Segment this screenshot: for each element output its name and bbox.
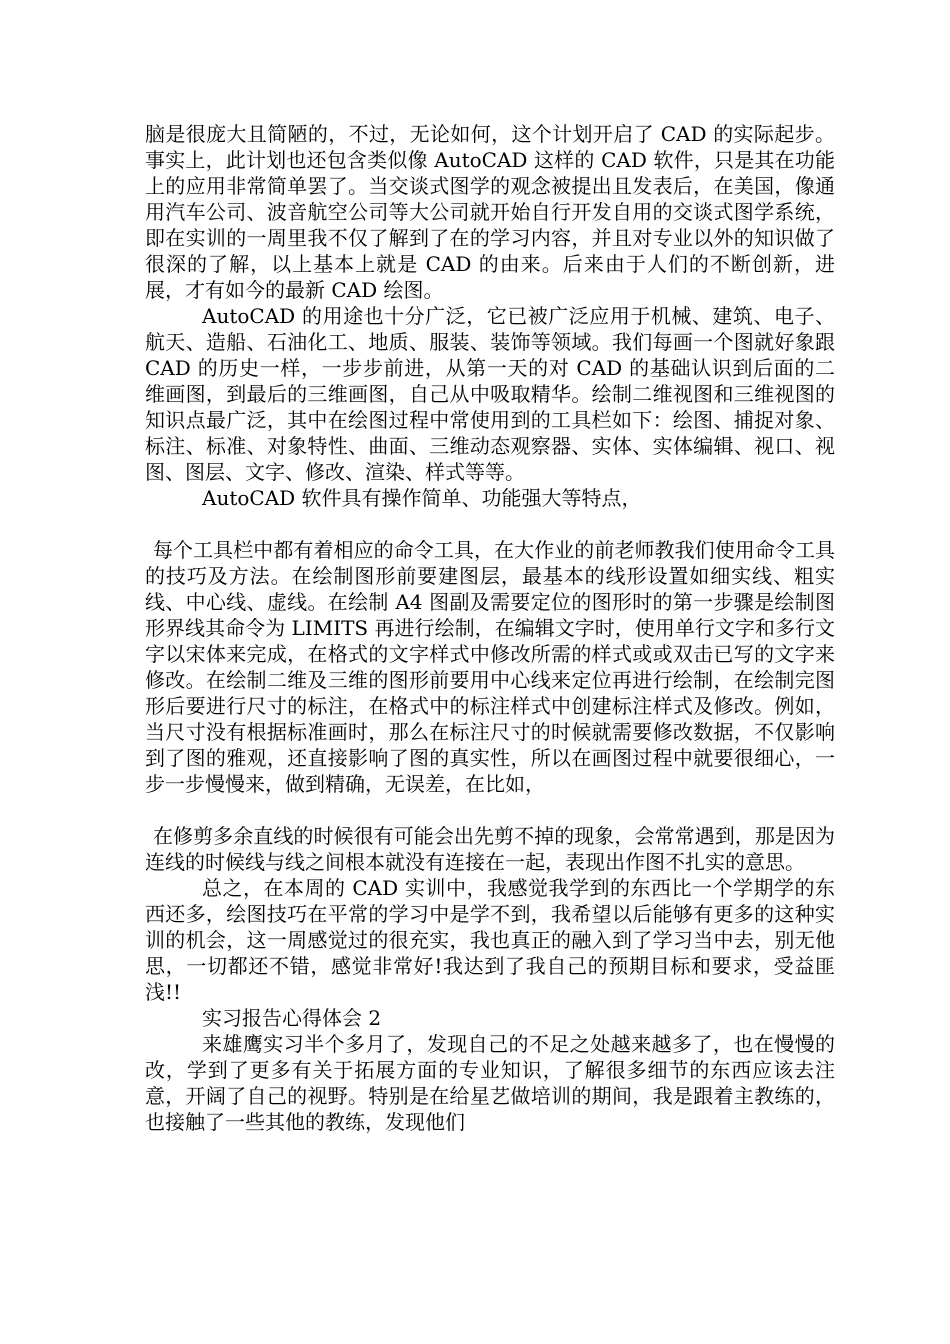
document-body	[145, 121, 835, 1135]
blank-line	[145, 797, 835, 823]
blank-line	[145, 511, 835, 537]
paragraph-autocad-uses: AutoCAD 的用途也十分广泛，它已被广泛应用于机械、建筑、电子、航天、造船、石油化工、地质、服装、装饰等领域。我们每画一个图就好象跟 CAD 的历史一样，一步步前进，从第一天的对 CAD 的基础认识到后面的二维画图，到最后的三维画图，自己从中吸取精华。绘制二维视图和三维视图的知识点最广泛，其中在绘图过程中常使用到的工具栏如下：绘图、捕捉对象、标注、标准、对象特性、曲面、三维动态观察器、实体、实体编辑、视口、视图、图层、文字、修改、渲染、样式等等。	[145, 304, 835, 484]
paragraph-trim-lines: 在修剪多余直线的时候很有可能会出先剪不掉的现象，会常常遇到，那是因为连线的时候线与线之间根本就没有连接在一起，表现出作图不扎实的意思。	[145, 824, 835, 874]
paragraph-cad-history: 脑是很庞大且简陋的，不过，无论如何，这个计划开启了 CAD 的实际起步。事实上，此计划也还包含类似像 AutoCAD 这样的 CAD 软件，只是其在功能上的应用非常简单罢了。当交谈式图学的观念被提出且发表后，在美国，像通用汽车公司、波音航空公司等大公司就开始自行开发自用的交谈式图学系统，即在实训的一周里我不仅了解到了在的学习内容，并且对专业以外的知识做了很深的了解，以上基本上就是 CAD 的由来。后来由于人们的不断创新，进展，才有如今的最新 CAD 绘图。	[145, 122, 835, 302]
paragraph-toolbar-commands: 每个工具栏中都有着相应的命令工具，在大作业的前老师教我们使用命令工具的技巧及方法。在绘制图形前要建图层，最基本的线形设置如细实线、粗实线、中心线、虚线。在绘制 A4 图副及需要定位的图形时的第一步骤是绘制图形界线其命令为 LIMITS 再进行绘制，在编辑文字时，使用单行文字和多行文字以宋体来完成，在格式的文字样式中修改所需的样式或或双击已写的文字来修改。在绘制二维及三维的图形前要用中心线来定位再进行绘制，在绘制完图形后要进行尺寸的标注，在格式中的标注样式中创建标注样式及修改。例如，当尺寸没有根据标准画时，那么在标注尺寸的时候就需要修改数据，不仅影响到了图的雅观，还直接影响了图的真实性，所以在画图过程中就要很细心，一步一步慢慢来，做到精确，无误差，在比如，	[145, 538, 835, 796]
paragraph-internship: 来雄鹰实习半个多月了，发现自己的不足之处越来越多了，也在慢慢的改，学到了更多有关于拓展方面的专业知识，了解很多细节的东西应该去注意，开阔了自己的视野。特别是在给星艺做培训的期间，我是跟着主教练的，也接触了一些其他的教练，发现他们	[145, 1032, 835, 1134]
section-heading: 实习报告心得体会 2	[202, 1006, 382, 1030]
paragraph-autocad-features: AutoCAD 软件具有操作简单、功能强大等特点，	[202, 486, 642, 510]
paragraph-summary: 总之，在本周的 CAD 实训中，我感觉我学到的东西比一个学期学的东西还多，绘图技巧在平常的学习中是学不到，我希望以后能够有更多的这种实训的机会，这一周感觉过的很充实，我也真正的融入到了学习当中去，别无他思，一切都还不错，感觉非常好!我达到了我自己的预期目标和要求，受益匪浅!!	[145, 876, 835, 1004]
